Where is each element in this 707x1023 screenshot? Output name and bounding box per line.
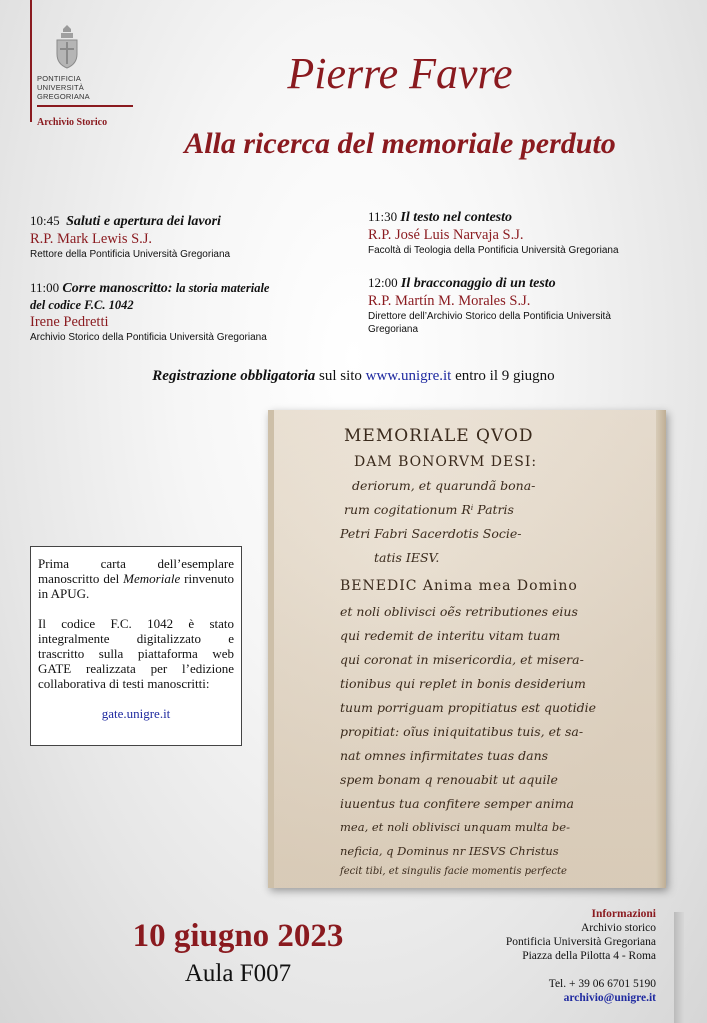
program-speaker: Irene Pedretti (30, 314, 109, 330)
program-affiliation: Direttore dell’Archivio Storico della Pontificia Università (368, 311, 611, 322)
contact-info (470, 907, 656, 1005)
caption-paragraph: Il codice F.C. 1042 è stato integralmente digitalizzato e trascritto sulla piattaforma web GATE realizzata per l’edizione collaborativa di testi manoscritti: (38, 616, 234, 691)
gate-link[interactable]: gate.unigre.it (101, 706, 171, 721)
manuscript-line: iuuentus tua confitere semper anima (340, 796, 575, 811)
manuscript-line: qui redemit de interitu vitam tuam (340, 628, 561, 643)
manuscript-line: spem bonam q renouabit ut aquile (340, 772, 558, 787)
contact-line: Pontificia Università Gregoriana (505, 936, 656, 948)
program-item (368, 275, 688, 336)
program-title: Saluti e apertura dei lavori (66, 214, 221, 229)
registration-note (0, 368, 707, 385)
program-affiliation: Rettore della Pontificia Università Gregoriana (30, 249, 231, 260)
manuscript-line: nat omnes infirmitates tuas dans (340, 748, 549, 763)
manuscript-line: et noli oblivisci oẽs retributiones eius (340, 604, 578, 619)
page-edge (656, 410, 666, 888)
program-title-line2: del codice F.C. 1042 (30, 298, 134, 312)
manuscript-line: rum cogitationum Rⁱ Patris (344, 502, 514, 517)
registration-link[interactable]: www.unigre.it (365, 368, 452, 384)
program-time: 12:00 (368, 275, 398, 290)
registration-end: entro il 9 giugno (455, 368, 555, 384)
contact-line: Archivio storico (580, 922, 656, 934)
logo-rule (30, 0, 32, 122)
caption-paragraph (38, 556, 234, 601)
manuscript-line: propitiat: oĩus iniquitatibus tuis, et sa- (340, 724, 584, 739)
page-title: Pierre Favre (287, 49, 513, 98)
program-affiliation: Archivio Storico della Pontificia Università Gregoriana (30, 332, 267, 343)
manuscript-line: deriorum, et quarundã bona- (352, 478, 536, 493)
crest-icon (53, 24, 81, 70)
caption-text: Prima carta dell’esemplare manoscritto del (38, 556, 234, 586)
program-title: Il bracconaggio di un testo (400, 276, 556, 291)
caption-text: rinvenuto in APUG. (38, 571, 234, 601)
event-room: Aula F007 (184, 960, 292, 987)
manuscript-line: tionibus qui replet in bonis desiderium (340, 676, 586, 691)
archive-label: Archivio Storico (37, 117, 108, 128)
manuscript-line: MEMORIALE QVOD (344, 426, 534, 446)
program-item (368, 209, 688, 257)
program-time: 10:45 (30, 213, 60, 228)
decorative-bar (674, 912, 684, 1023)
program-time: 11:30 (368, 209, 398, 224)
contact-phone: Tel. + 39 06 6701 5190 (548, 978, 656, 990)
program-affiliation: Facoltà di Teologia della Pontificia Università Gregoriana (368, 245, 619, 256)
manuscript-line: DAM BONORVM DESI: (354, 454, 538, 470)
program-time: 11:00 (30, 280, 60, 295)
manuscript-line: BENEDIC Anima mea Domino (340, 578, 578, 594)
program-title-rest: la storia materiale (175, 281, 270, 295)
registration-bold: Registrazione obbligatoria (152, 368, 316, 384)
manuscript-line: Petri Fabri Sacerdotis Socie- (340, 526, 522, 541)
manuscript-line: mea, et noli oblivisci unquam multa be- (340, 820, 570, 834)
logo-underline (37, 105, 133, 107)
registration-mid: sul sito (318, 368, 362, 384)
logo-text-line: PONTIFICIA (37, 74, 82, 83)
program-title: Il testo nel contesto (400, 210, 513, 225)
program-item (30, 280, 360, 344)
manuscript-line: tatis IESV. (374, 550, 440, 565)
caption-box (30, 546, 242, 746)
page-subtitle: Alla ricerca del memoriale perduto (184, 127, 616, 160)
program-speaker: R.P. José Luis Narvaja S.J. (368, 227, 524, 243)
caption-emphasis: Memoriale (123, 571, 181, 586)
manuscript-image (268, 410, 666, 888)
logo-text-line: GREGORIANA (37, 92, 90, 101)
manuscript-line: fecit tibi, et singulis facie momentis perfecte (340, 866, 567, 877)
contact-heading: Informazioni (591, 908, 656, 920)
logo-text-line: UNIVERSITÀ (37, 83, 85, 92)
manuscript-line: tuum porriguam propitiatus est quotidie (340, 700, 596, 715)
program-speaker: R.P. Mark Lewis S.J. (30, 231, 153, 247)
program-item (30, 213, 350, 261)
manuscript-line: qui coronat in misericordia, et misera- (340, 652, 584, 667)
program-speaker: R.P. Martín M. Morales S.J. (368, 293, 531, 309)
contact-email[interactable]: archivio@unigre.it (563, 992, 656, 1004)
event-date: 10 giugno 2023 (132, 918, 344, 954)
program-title-lead: Corre manoscritto: (62, 281, 173, 296)
program-affiliation: Gregoriana (368, 324, 419, 335)
manuscript-line: neficia, q Dominus nr IESVS Christus (340, 844, 559, 858)
contact-line: Piazza della Pilotta 4 - Roma (522, 950, 656, 962)
